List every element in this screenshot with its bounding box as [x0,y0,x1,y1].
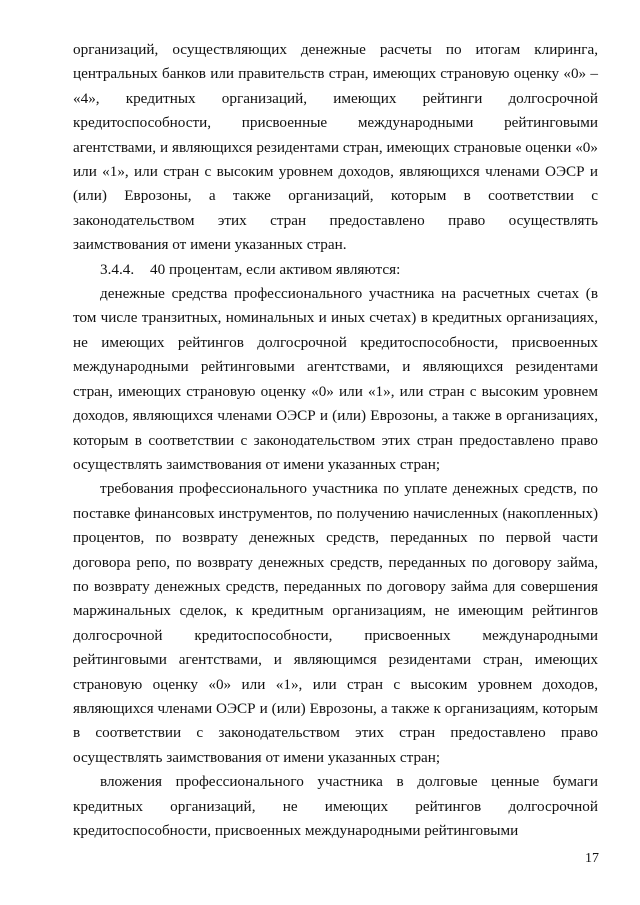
section-heading [73,258,598,282]
section-number: 3.4.4. [100,260,135,278]
page-number: 17 [585,851,599,866]
document-body [73,38,598,843]
paragraph-continuation: организаций, осуществляющих денежные расчеты по итогам клиринга, центральных банков или правительств стран, имеющих страновую оценку «0» – «4», кредитных организаций, имеющих рейтинги долгосрочной кредитоспособности, присвоенные международными рейтинговыми агентствами, и являющихся резидентами стран, имеющих страновые оценки «0» или «1», или стран с высоким уровнем доходов, являющихся членами ОЭСР и (или) Еврозоны, а также организаций, которым в соответствии с законодательством этих стран предоставлено право осуществлять заимствования от имени указанных стран. [73,41,598,254]
paragraph-investments: вложения профессионального участника в долговые ценные бумаги кредитных организаций, не имеющих рейтингов долгосрочной кредитоспособности, присвоенных международными рейтинговыми [73,773,598,839]
paragraph-cash-funds: денежные средства профессионального участника на расчетных счетах (в том числе транзитных, номинальных и иных счетах) в кредитных организациях, не имеющих рейтингов долгосрочной кредитоспособности, присвоенных международными рейтинговыми агентствами, и являющихся резидентами стран, имеющих страновую оценку «0» или «1», или стран с высоким уровнем доходов, являющихся членами ОЭСР и (или) Еврозоны, а также в организациях, которым в соответствии с законодательством этих стран предоставлено право осуществлять заимствования от имени указанных стран; [73,285,598,473]
paragraph-claims: требования профессионального участника по уплате денежных средств, по поставке финансовых инструментов, по получению начисленных (накопленных) процентов, по возврату денежных средств, переданных по первой части договора репо, по возврату денежных средств, переданных по договору займа, по возврату денежных средств, переданных по договору займа для совершения маржинальных сделок, к кредитным организациям, не имеющим рейтингов долгосрочной кредитоспособности, присвоенных международными рейтинговыми агентствами, и являющимся резидентами стран, имеющих страновую оценку «0» или «1», или стран с высоким уровнем доходов, являющихся членами ОЭСР и (или) Еврозоны, а также к организациям, которым в соответствии с законодательством этих стран предоставлено право осуществлять заимствования от имени указанных стран; [73,480,598,766]
section-title: 40 процентам, если активом являются: [150,260,401,278]
